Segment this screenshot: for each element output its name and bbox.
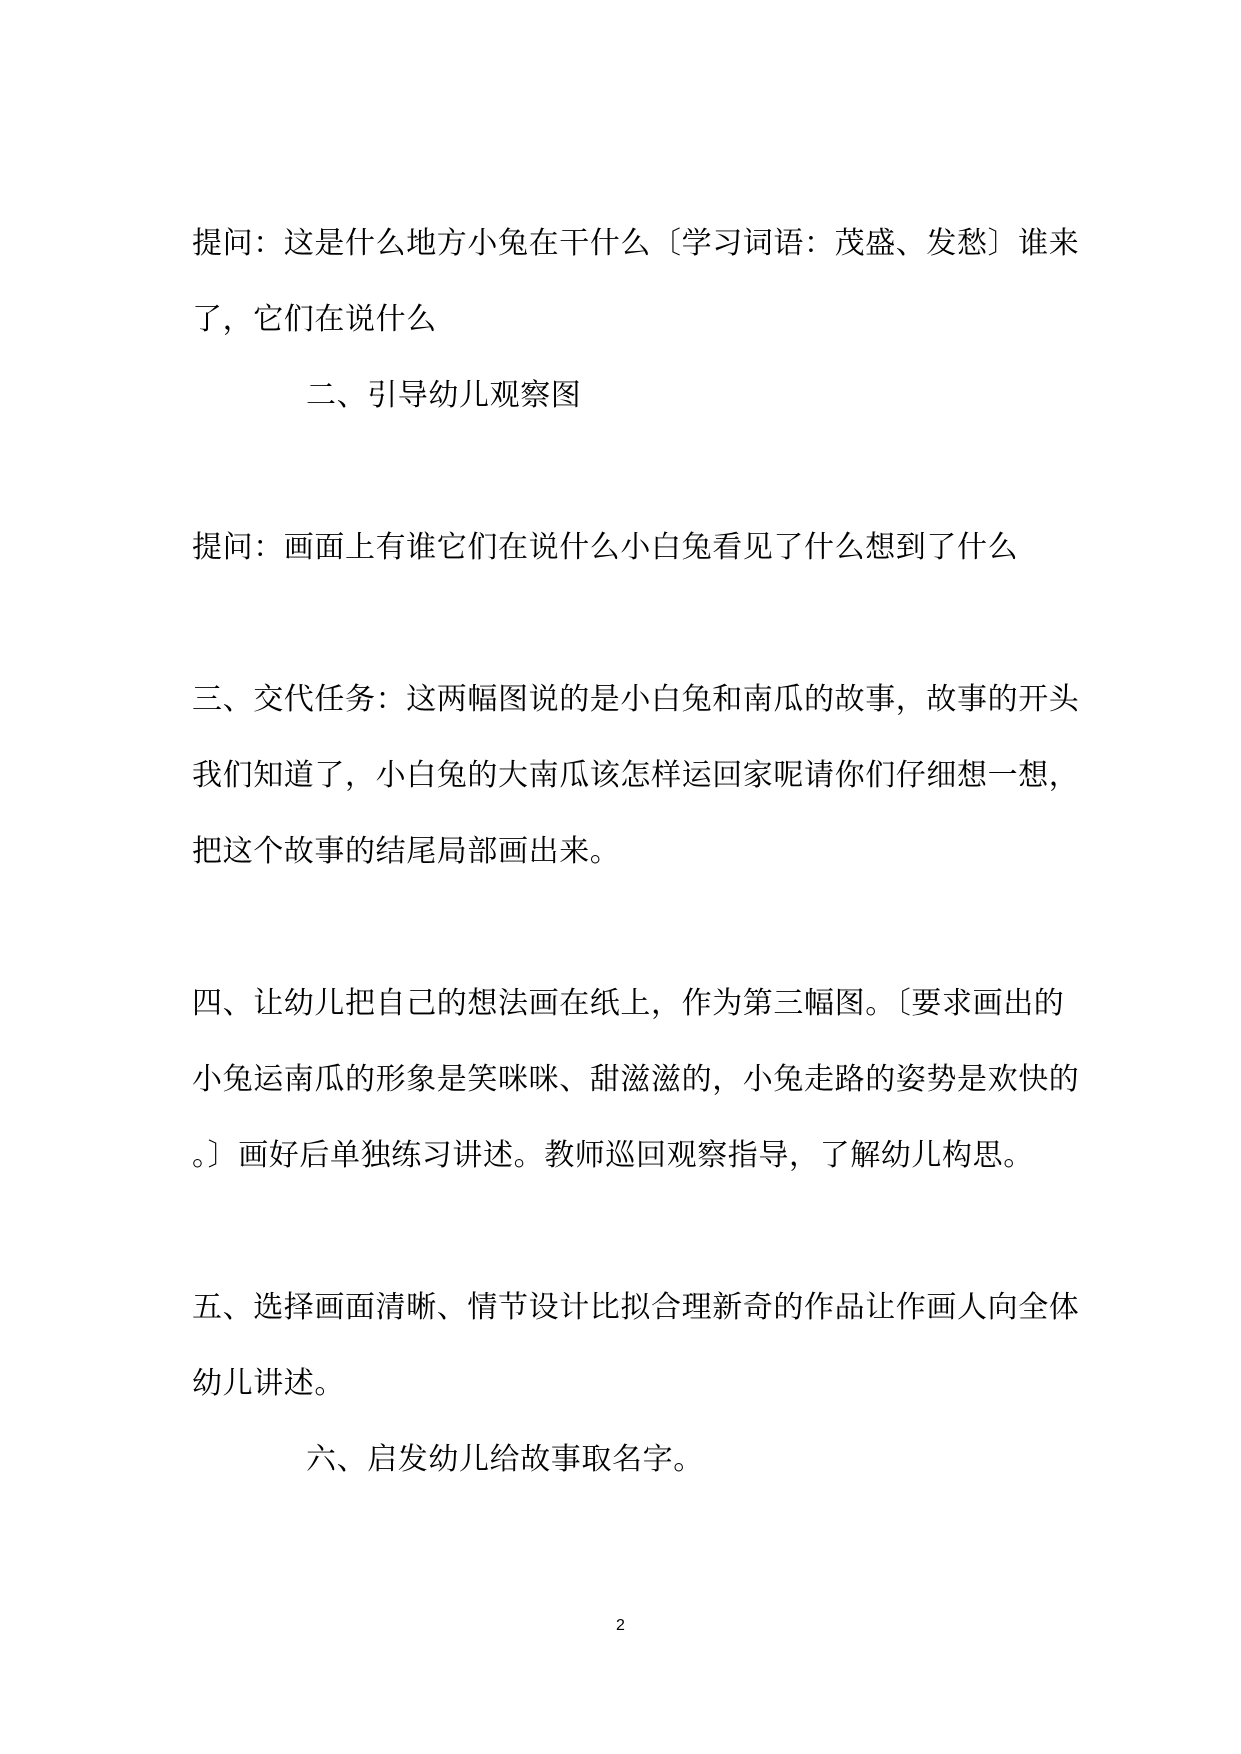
paragraph-line-question-1-cont: 了，它们在说什么 <box>192 302 437 337</box>
section-heading-2: 二、引导幼儿观察图 <box>306 378 582 413</box>
paragraph-line-section-5: 五、选择画面清晰、情节设计比拟合理新奇的作品让作画人向全体 <box>192 1290 1080 1325</box>
paragraph-line-section-5-cont: 幼儿讲述。 <box>192 1366 345 1401</box>
paragraph-line-section-3-cont-2: 把这个故事的结尾局部画出来。 <box>192 834 621 869</box>
paragraph-line-section-4: 四、让幼儿把自己的想法画在纸上，作为第三幅图。〔要求画出的 <box>192 986 1065 1021</box>
section-heading-6: 六、启发幼儿给故事取名字。 <box>306 1442 704 1477</box>
paragraph-line-question-1: 提问：这是什么地方小兔在干什么〔学习词语：茂盛、发愁〕谁来 <box>192 226 1080 261</box>
paragraph-line-section-4-cont-2: 。〕画好后单独练习讲述。教师巡回观察指导，了解幼儿构思。 <box>192 1138 1034 1173</box>
paragraph-line-section-3-cont-1: 我们知道了，小白兔的大南瓜该怎样运回家呢请你们仔细想一想， <box>192 758 1080 793</box>
paragraph-line-question-2: 提问：画面上有谁它们在说什么小白兔看见了什么想到了什么 <box>192 530 1019 565</box>
page-number: 2 <box>616 1617 625 1634</box>
paragraph-line-section-3: 三、交代任务：这两幅图说的是小白兔和南瓜的故事，故事的开头 <box>192 682 1080 717</box>
paragraph-line-section-4-cont-1: 小兔运南瓜的形象是笑咪咪、甜滋滋的，小兔走路的姿势是欢快的 <box>192 1062 1080 1097</box>
